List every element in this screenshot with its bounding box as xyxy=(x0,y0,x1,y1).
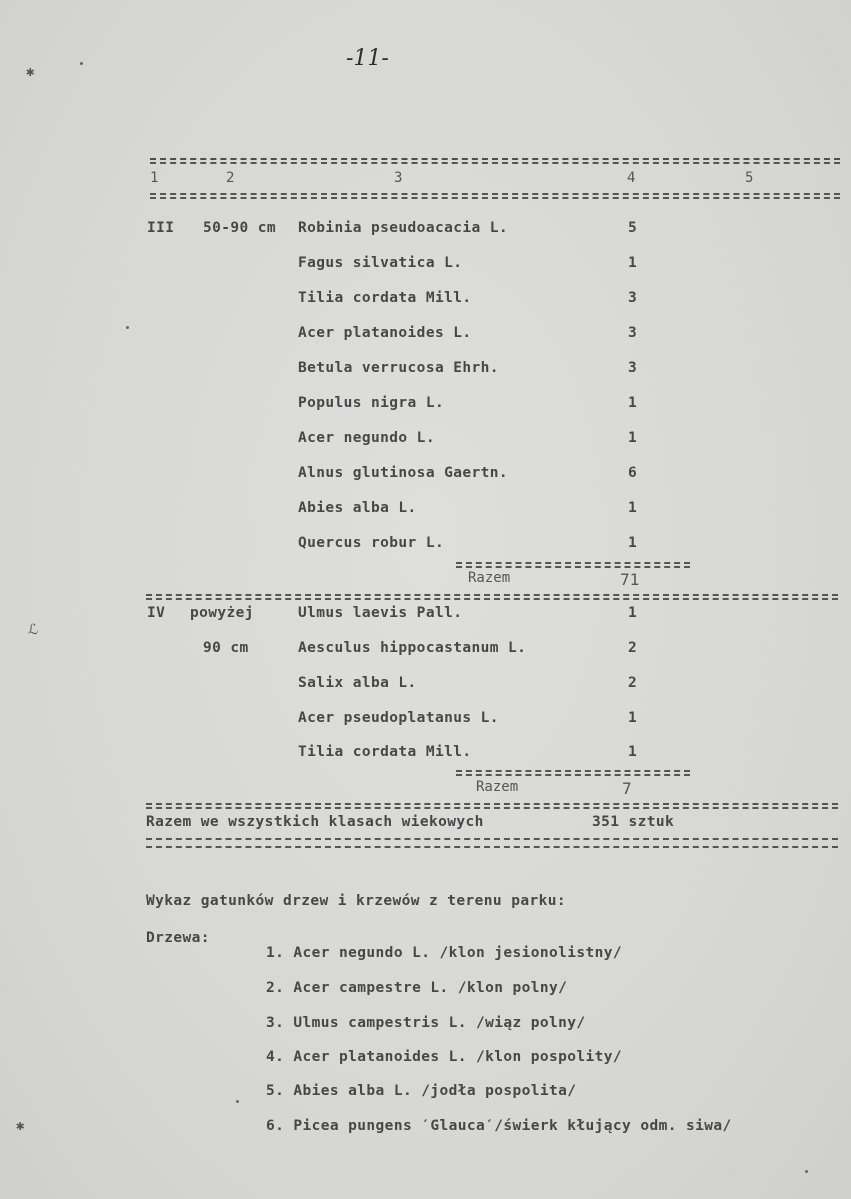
inventory-subheading: Drzewa: xyxy=(146,930,210,946)
table-row xyxy=(0,640,851,662)
grand-total-row xyxy=(0,814,851,836)
table-top-rule xyxy=(150,162,840,164)
list-item: 4. Acer platanoides L. /klon pospolity/ xyxy=(266,1049,623,1065)
tree-count: 1 xyxy=(628,710,638,726)
table-row xyxy=(0,360,851,382)
header-col-1: 1 xyxy=(150,170,159,186)
subtotal-rule xyxy=(456,562,690,564)
species-name: Acer negundo L. xyxy=(298,430,435,446)
header-col-4: 4 xyxy=(627,170,636,186)
list-item: 1. Acer negundo L. /klon jesionolistny/ xyxy=(266,945,623,961)
speck xyxy=(236,1100,239,1103)
subtotal-label: Razem xyxy=(468,570,511,586)
diameter-range: powyżej xyxy=(190,605,254,621)
species-name: Aesculus hippocastanum L. xyxy=(298,640,527,656)
margin-mark: ✱ xyxy=(16,1118,25,1134)
species-name: Acer pseudoplatanus L. xyxy=(298,710,499,726)
species-name: Alnus glutinosa Gaertn. xyxy=(298,465,508,481)
tree-count: 2 xyxy=(628,640,638,656)
section-rule xyxy=(146,803,838,805)
header-col-2: 2 xyxy=(226,170,235,186)
tree-count: 1 xyxy=(628,395,638,411)
subtotal-value: 7 xyxy=(622,779,632,798)
speck xyxy=(805,1170,808,1173)
tree-count: 6 xyxy=(628,465,638,481)
margin-mark: ℒ xyxy=(28,622,39,638)
table-row xyxy=(0,535,851,557)
page-number: -11- xyxy=(346,46,389,71)
tree-count: 5 xyxy=(628,220,638,236)
table-row xyxy=(0,255,851,277)
subtotal-row xyxy=(0,779,851,801)
grand-total-label: Razem we wszystkich klasach wiekowych xyxy=(146,814,484,830)
header-rule xyxy=(150,193,840,195)
table-row xyxy=(0,465,851,487)
list-item: 2. Acer campestre L. /klon polny/ xyxy=(266,980,568,996)
section-rule xyxy=(146,594,838,596)
age-class: IV xyxy=(147,605,166,621)
speck xyxy=(80,62,83,65)
diameter-range: 90 cm xyxy=(203,640,249,656)
table-row xyxy=(0,500,851,522)
tree-count: 1 xyxy=(628,535,638,551)
header-col-5: 5 xyxy=(745,170,754,186)
header-col-3: 3 xyxy=(394,170,403,186)
margin-mark: ✱ xyxy=(26,64,35,80)
table-row xyxy=(0,325,851,347)
table-header-row xyxy=(0,170,851,192)
table-row xyxy=(0,430,851,452)
tree-count: 3 xyxy=(628,325,638,341)
subtotal-row xyxy=(0,570,851,592)
tree-count: 3 xyxy=(628,360,638,376)
tree-count: 1 xyxy=(628,255,638,271)
tree-count: 1 xyxy=(628,605,638,621)
subtotal-label: Razem xyxy=(476,779,519,795)
tree-count: 2 xyxy=(628,675,638,691)
species-name: Salix alba L. xyxy=(298,675,417,691)
section-rule xyxy=(146,807,838,809)
table-row xyxy=(0,290,851,312)
table-top-rule xyxy=(150,158,840,160)
tree-count: 3 xyxy=(628,290,638,306)
species-name: Acer platanoides L. xyxy=(298,325,472,341)
section-rule xyxy=(146,598,838,600)
grand-total-value: 351 sztuk xyxy=(592,814,675,830)
subtotal-value: 71 xyxy=(620,570,640,589)
species-name: Robinia pseudoacacia L. xyxy=(298,220,508,236)
tree-count: 1 xyxy=(628,430,638,446)
species-name: Abies alba L. xyxy=(298,500,417,516)
diameter-range: 50-90 cm xyxy=(203,220,277,236)
species-name: Quercus robur L. xyxy=(298,535,445,551)
subtotal-rule xyxy=(456,566,690,568)
species-name: Populus nigra L. xyxy=(298,395,445,411)
subtotal-rule xyxy=(456,774,690,776)
list-item: 3. Ulmus campestris L. /wiąz polny/ xyxy=(266,1015,586,1031)
table-row xyxy=(0,395,851,417)
species-name: Ulmus laevis Pall. xyxy=(298,605,463,621)
list-item: 5. Abies alba L. /jodła pospolita/ xyxy=(266,1083,577,1099)
table-row xyxy=(0,605,851,627)
tree-count: 1 xyxy=(628,744,638,760)
age-class: III xyxy=(147,220,175,236)
table-row xyxy=(0,744,851,766)
species-name: Betula verrucosa Ehrh. xyxy=(298,360,499,376)
list-item: 6. Picea pungens ′Glauca′/świerk kłujący odm. siwa/ xyxy=(266,1118,732,1134)
table-row xyxy=(0,710,851,732)
subtotal-rule xyxy=(456,770,690,772)
species-name: Tilia cordata Mill. xyxy=(298,744,472,760)
table-row xyxy=(0,220,851,242)
species-name: Tilia cordata Mill. xyxy=(298,290,472,306)
species-name: Fagus silvatica L. xyxy=(298,255,463,271)
header-rule xyxy=(150,197,840,199)
tree-count: 1 xyxy=(628,500,638,516)
double-underline xyxy=(146,838,838,848)
table-row xyxy=(0,675,851,697)
inventory-heading: Wykaz gatunków drzew i krzewów z terenu parku: xyxy=(146,893,566,909)
